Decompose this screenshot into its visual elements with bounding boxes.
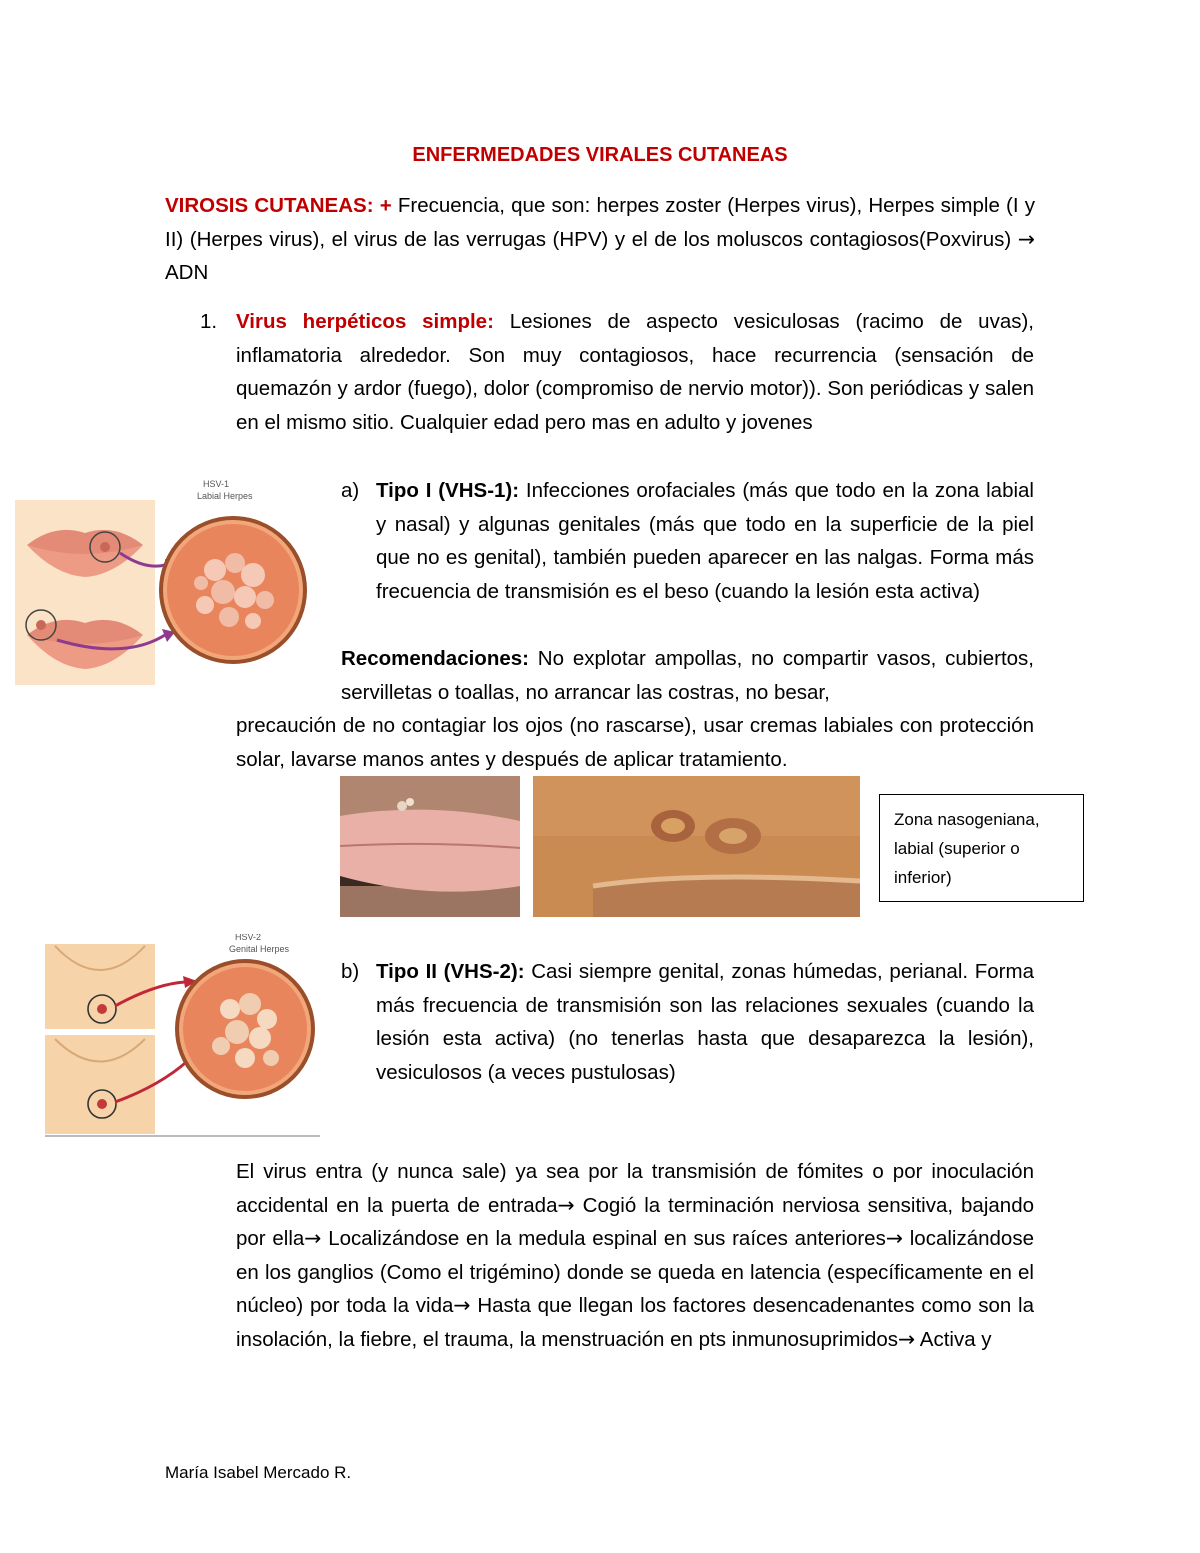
- genital-herpes-illustration: [45, 934, 320, 1138]
- type-a-label: Tipo I (VHS-1):: [376, 479, 520, 502]
- item1-paragraph: [236, 305, 1034, 439]
- photo-caption: Zona nasogeniana, labial (superior o inferior): [879, 794, 1084, 902]
- item-a-marker: a): [341, 479, 360, 502]
- labial-herpes-illustration: [15, 475, 315, 687]
- pathway-step-1: El virus entra (y nunca sale) ya sea por la transmisión de fómites o por inoculación accidental en la puerta de entrada: [236, 1160, 1034, 1217]
- arrow-icon: →: [304, 1226, 322, 1251]
- pathway-step-5: Hasta que llegan los factores desencadenantes como son la insolación, la fiebre, el trauma, la menstruación en pts inmunosuprimidos: [236, 1294, 1034, 1351]
- arrow-icon: →: [885, 1226, 904, 1251]
- intro-label: VIROSIS CUTANEAS: +: [165, 194, 392, 217]
- list-number: 1.: [200, 310, 218, 333]
- arrow-icon: →: [898, 1326, 916, 1351]
- type-b-label: Tipo II (VHS-2):: [376, 960, 525, 983]
- figure2-title-line2: Genital Herpes: [229, 944, 290, 954]
- pathway-step-3: Localizándose en la medula espinal en sus raíces anteriores: [321, 1227, 886, 1251]
- intro-paragraph: [165, 189, 1035, 290]
- recommendations-label: Recomendaciones:: [341, 647, 529, 670]
- pathway-paragraph: [236, 1155, 1034, 1357]
- type-b-paragraph: [376, 955, 1034, 1089]
- lip-lesion-photo: [340, 776, 520, 917]
- type-a-paragraph: [376, 474, 1034, 608]
- page-title: ENFERMEDADES VIRALES CUTANEAS: [412, 144, 788, 166]
- arrow-icon: →: [453, 1293, 471, 1318]
- figure1-title-line2: Labial Herpes: [197, 491, 253, 501]
- recommendations-paragraph: [341, 642, 1034, 709]
- item-b-marker: b): [341, 960, 360, 983]
- pathway-step-6: Activa y: [915, 1327, 992, 1351]
- recommendations-continued: precaución de no contagiar los ojos (no rascarse), usar cremas labiales con protección solar, lavarse manos antes y después de aplicar tratamiento.: [236, 714, 1034, 771]
- pathway-step-2: Cogió la terminación nerviosa sensitiva, bajando por ella: [236, 1193, 1034, 1251]
- pathway-step-4: localizándose en los ganglios (Como el trigémino) donde se queda en latencia (específicamente en el núcleo) por toda la vida: [236, 1227, 1034, 1318]
- skin-lesion-photo: [533, 776, 860, 917]
- item1-label: Virus herpéticos simple:: [236, 310, 494, 333]
- figure2-title-line1: HSV-2: [235, 934, 262, 942]
- type-b-text: Casi siempre genital, zonas húmedas, perianal. Forma más frecuencia de transmisión son las relaciones sexuales (cuando la lesión esta activa) (no tenerlas hasta que desaparezca la lesión), vesiculosos (a veces pustulosas): [376, 960, 1034, 1084]
- recommendations-text-1: No explotar ampollas, no compartir vasos, cubiertos, servilletas o toallas, no arrancar las costras, no besar,: [341, 647, 1034, 704]
- arrow-icon: →: [1017, 226, 1035, 251]
- item1-text: Lesiones de aspecto vesiculosas (racimo de uvas), inflamatoria alrededor. Son muy contagiosos, hace recurrencia (sensación de quemazón y ardor (fuego), dolor (compromiso de nervio motor)). Son periódicas y salen en el mismo sitio. Cualquier edad pero mas en adulto y jovenes: [236, 310, 1034, 434]
- arrow-icon: →: [557, 1192, 575, 1217]
- figure1-title-line1: HSV-1: [203, 479, 230, 489]
- intro-tail: ADN: [165, 261, 209, 285]
- type-a-text: Infecciones orofaciales (más que todo en la zona labial y nasal) y algunas genitales (más que todo en la superficie de la piel que no es genital), también pueden aparecer en las nalgas. Forma más frecuencia de transmisión es el beso (cuando la lesión esta activa): [376, 479, 1034, 603]
- intro-text: Frecuencia, que son: herpes zoster (Herpes virus), Herpes simple (I y II) (Herpes virus), el virus de las verrugas (HPV) y el de los moluscos contagiosos(Poxvirus): [165, 194, 1035, 251]
- page-footer: María Isabel Mercado R.: [165, 1463, 352, 1482]
